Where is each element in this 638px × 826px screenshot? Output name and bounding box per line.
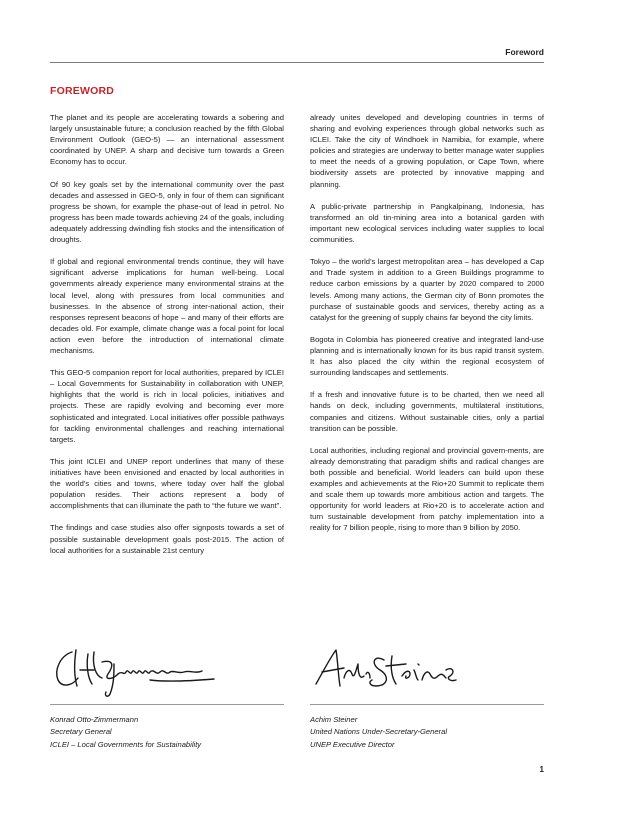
signature-image-right [310,640,460,698]
signatory-name: Konrad Otto-Zimmermann [50,715,139,724]
page-title: FOREWORD [50,85,115,97]
signatory-organization: UNEP Executive Director [310,739,395,749]
paragraph: This joint ICLEI and UNEP report underlines that many of these initiatives have been envisioned and enacted by local authorities in the world’s cities and towns, where today over half the global population resides. Their actions represent a body of accomplishments that can illuminate the path to “the future we want”. [50,456,284,511]
paragraph: The findings and case studies also offer signposts towards a set of possible sustainable development goals post-2015. The action of local authorities for a sustainable 21st century [50,523,284,555]
left-column [50,112,284,567]
paragraph: Bogota in Colombia has pioneered creative and integrated land-use planning and is internationally known for its bus rapid transit system. It has also placed the city within the regional ecosystem of surrounding landscapes and settlements. [310,334,544,378]
signatory-role: Secretary General [50,727,112,737]
paragraph: Tokyo – the world’s largest metropolitan area – has developed a Cap and Trade system in addition to a Green Buildings programme to reduce carbon emissions by a quarter by 2020 compared to 2000 levels. Among many actions, the German city of Bonn promotes the purchase of sustainable goods and services, thereby acting as a catalyst for the greening of supply chains far beyond the city limits. [310,257,544,322]
signatory-block-right [310,714,550,751]
header-divider [50,62,544,63]
signatory-organization: ICLEI – Local Governments for Sustainability [50,739,202,749]
paragraph: The planet and its people are accelerating towards a sobering and largely unsustainable future; a conclusion reached by the fifth Global Environment Outlook (GEO-5) — an international assessment coordinated by UNEP. A sharp and decisive turn towards a Green Economy has to occur. [50,113,284,167]
paragraph: If global and regional environmental trends continue, they will have significant adverse implications for human well-being. Local governments already experience many environmental strains at the local level, along with pressures from local communities and businesses. In the absence of strong inter-national action, their responses represent beacons of hope – and many of their efforts are decades old. For example, climate change was a focal point for local action even before the introduction of international climate mechanisms. [50,257,284,355]
signatory-name: Achim Steiner [310,715,358,724]
page-number: 1 [539,765,544,774]
paragraph: already unites developed and developing countries in terms of sharing and evolving experiences through global networks such as ICLEI. Take the city of Windhoek in Namibia, for example, where policies and strategies are underway to better manage water supplies to meet the needs of a growing population, or Cape Town, where biodiversity assets are protected by innovative mapping and planning. [310,113,544,189]
right-column [310,112,544,545]
paragraph: Local authorities, including regional and provincial govern-ments, are already demonstrating that paradigm shifts and radical changes are both possible and beneficial. World leaders can build upon these examples and achievements at the Rio+20 Summit to replicate them and scale them up towards more ambitious action and targets. The opportunity for world leaders at Rio+20 is to accelerate action and turn sustainable development from patchy implementation into a reality for 7 billion people, rising to more than 9 billion by 2050. [310,445,544,533]
signature-line-right [310,704,544,705]
paragraph: This GEO-5 companion report for local authorities, prepared by ICLEI – Local Governments for Sustainability in collaboration with UNEP, highlights that the world is rich in local policies, initiatives and projects. These are rapidly evolving and becoming ever more sophisticated and integrated. Local initiatives offer possible pathways for tackling environmental challenges and reaching international targets. [50,368,284,444]
paragraph: Of 90 key goals set by the international community over the past decades and assessed in GEO-5, only in four of them can significant progress be shown, for example the phase-out of lead in petrol. No progress has been made towards achieving 24 of the goals, including adequately addressing dwindling fish stocks and the intensification of droughts. [50,179,284,245]
signature-line-left [50,704,284,705]
paragraph: A public-private partnership in Pangkalpinang, Indonesia, has transformed an old tin-mining area into a botanical garden with important new ecological services including water supplies to local communities. [310,201,544,245]
signature-image-left [50,640,220,698]
running-header: Foreword [505,47,544,57]
signatory-role: United Nations Under-Secretary-General [310,727,448,737]
signatory-block-left [50,714,290,751]
paragraph: If a fresh and innovative future is to be charted, then we need all hands on deck, including governments, multilateral institutions, companies and citizens. Without sustainable cities, only a partial transition can be possible. [310,390,544,433]
